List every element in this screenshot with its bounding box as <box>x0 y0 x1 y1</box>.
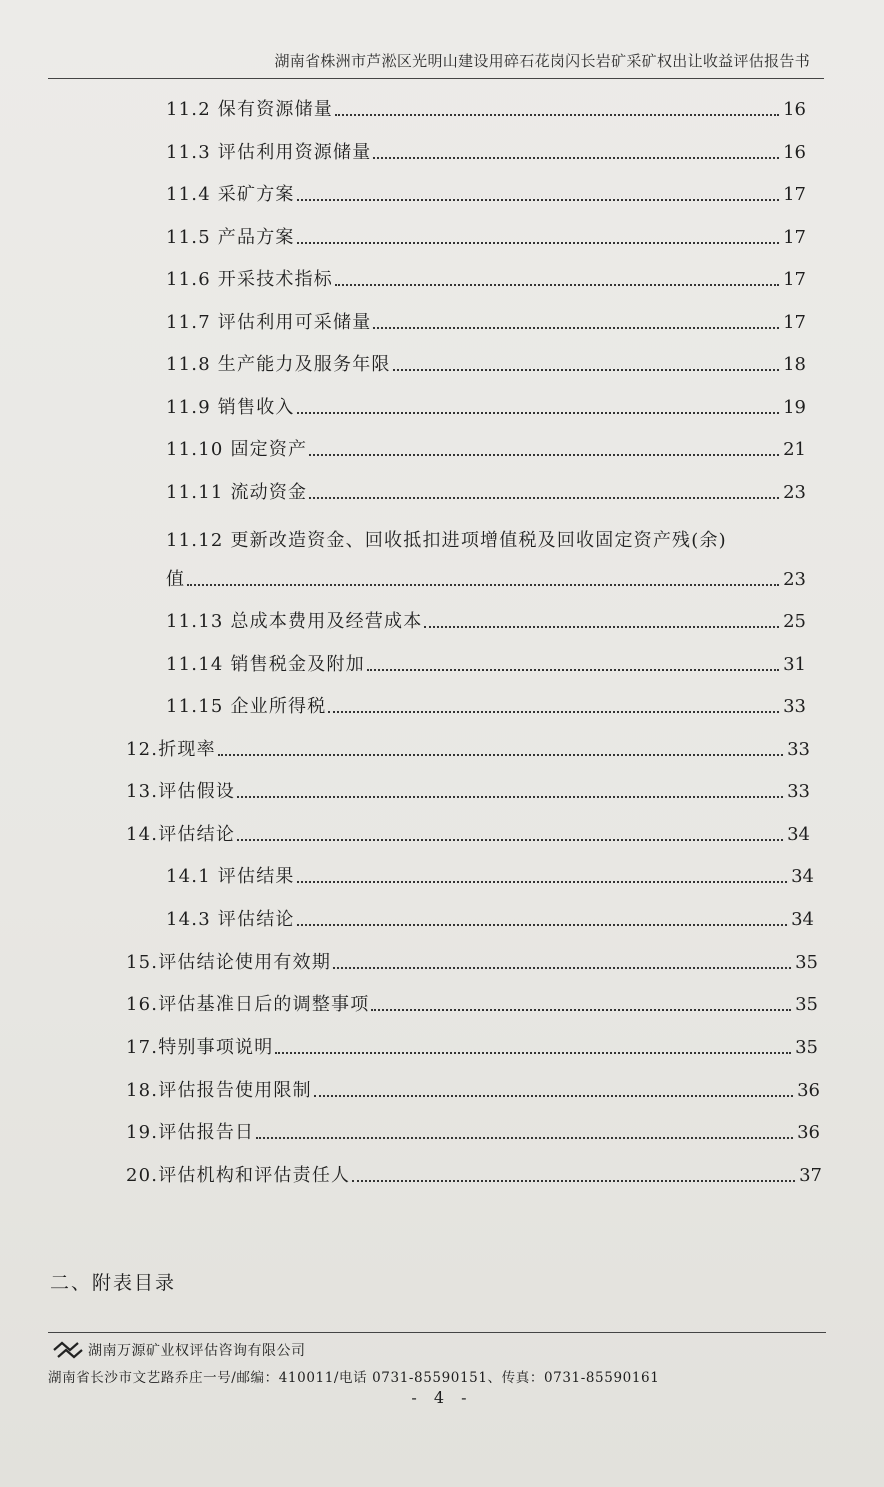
page-number: - 4 - <box>411 1388 473 1407</box>
toc-entry-label: 11.9 销售收入 <box>166 397 295 418</box>
toc-entry <box>166 866 814 888</box>
toc-entry-continuation-label: 11.12 更新改造资金、回收抵扣进项增值税及回收固定资产残(余) <box>166 530 727 551</box>
toc-entry-page: 33 <box>787 739 810 760</box>
toc-entry-label: 11.10 固定资产 <box>166 439 308 460</box>
toc-dot-leader <box>333 967 791 969</box>
toc-dot-leader <box>373 327 779 329</box>
toc-entry <box>166 397 806 419</box>
toc-entry-label: 11.8 生产能力及服务年限 <box>166 354 391 375</box>
toc-entry <box>166 312 806 334</box>
appendix-section-title: 二、附表目录 <box>50 1272 177 1294</box>
toc-entry-page: 37 <box>799 1165 822 1186</box>
toc-entry <box>166 354 806 376</box>
toc-entry <box>166 696 806 718</box>
toc-entry-label: 14.3 评估结论 <box>166 909 295 930</box>
toc-entry-page: 34 <box>791 909 814 930</box>
toc-entry <box>126 952 818 974</box>
toc-entry-label: 11.2 保有资源储量 <box>166 99 333 120</box>
toc-entry <box>166 909 814 931</box>
footer-company <box>52 1340 306 1360</box>
toc-dot-leader <box>256 1137 793 1139</box>
toc-entry <box>166 269 806 291</box>
toc-entry <box>166 99 806 121</box>
toc-entry-page: 35 <box>795 1037 818 1058</box>
toc-dot-leader <box>328 711 779 713</box>
toc-entry <box>166 184 806 206</box>
toc-dot-leader <box>424 626 779 628</box>
toc-entry-page: 36 <box>797 1122 820 1143</box>
toc-dot-leader <box>237 796 783 798</box>
toc-dot-leader <box>309 497 779 499</box>
toc-dot-leader <box>297 242 779 244</box>
toc-entry-page: 16 <box>783 99 806 120</box>
toc-entry-page: 34 <box>791 866 814 887</box>
toc-entry-page: 21 <box>783 439 806 460</box>
toc-entry-page: 33 <box>783 696 806 717</box>
toc-entry-page: 34 <box>787 824 810 845</box>
toc-entry-page: 17 <box>783 227 806 248</box>
toc-entry-page: 31 <box>783 654 806 675</box>
toc-entry-label: 19.评估报告日 <box>126 1122 255 1143</box>
toc-entry-page: 16 <box>783 142 806 163</box>
toc-entry-page: 36 <box>797 1080 820 1101</box>
toc-entry-label: 11.7 评估利用可采储量 <box>166 312 372 333</box>
toc-entry-label: 11.5 产品方案 <box>166 227 295 248</box>
toc-entry <box>126 994 818 1016</box>
toc-entry <box>126 781 810 803</box>
toc-entry <box>166 654 806 676</box>
toc-entry-label: 13.评估假设 <box>126 781 236 802</box>
toc-entry <box>166 611 806 633</box>
toc-entry-label: 值 <box>166 569 186 590</box>
toc-entry-label: 11.6 开采技术指标 <box>166 269 333 290</box>
toc-entry-label: 11.15 企业所得税 <box>166 696 327 717</box>
toc-dot-leader <box>309 454 779 456</box>
toc-entry-label: 11.14 销售税金及附加 <box>166 654 365 675</box>
toc-entry <box>166 227 806 249</box>
toc-dot-leader <box>218 754 783 756</box>
toc-dot-leader <box>393 369 779 371</box>
toc-entry <box>126 1122 820 1144</box>
toc-dot-leader <box>352 1180 795 1182</box>
toc-entry <box>166 142 806 164</box>
toc-entry <box>126 1080 820 1102</box>
footer-address: 湖南省长沙市文艺路乔庄一号/邮编：410011/电话 0731-85590151、传真：0731-85590161 <box>48 1370 660 1386</box>
toc-entry <box>126 1165 822 1187</box>
toc-dot-leader <box>367 669 779 671</box>
toc-entry-label: 15.评估结论使用有效期 <box>126 952 332 973</box>
toc-dot-leader <box>335 114 779 116</box>
toc-entry-label: 11.11 流动资金 <box>166 482 308 503</box>
toc-entry <box>126 739 810 761</box>
toc-entry <box>166 482 806 504</box>
toc-entry-page: 33 <box>787 781 810 802</box>
toc-dot-leader <box>187 584 779 586</box>
footer-company-name: 湖南万源矿业权评估咨询有限公司 <box>88 1343 306 1359</box>
toc-entry-page: 17 <box>783 269 806 290</box>
toc-dot-leader <box>371 1009 791 1011</box>
toc-entry-page: 23 <box>783 482 806 503</box>
toc-entry-page: 35 <box>795 952 818 973</box>
toc-entry <box>126 1037 818 1059</box>
toc-entry-page: 35 <box>795 994 818 1015</box>
toc-entry-label: 11.4 采矿方案 <box>166 184 295 205</box>
toc-entry <box>166 569 806 591</box>
toc-dot-leader <box>373 157 779 159</box>
toc-entry <box>126 824 810 846</box>
toc-entry-label: 14.1 评估结果 <box>166 866 295 887</box>
toc-entry-label: 12.折现率 <box>126 739 216 760</box>
toc-dot-leader <box>297 881 787 883</box>
toc-entry-label: 20.评估机构和评估责任人 <box>126 1165 351 1186</box>
toc-entry-label: 11.3 评估利用资源储量 <box>166 142 372 163</box>
toc-entry-page: 19 <box>783 397 806 418</box>
toc-entry-page: 17 <box>783 312 806 333</box>
toc-entry-page: 17 <box>783 184 806 205</box>
toc-dot-leader <box>335 284 779 286</box>
toc-entry-label: 18.评估报告使用限制 <box>126 1080 312 1101</box>
toc-dot-leader <box>297 412 779 414</box>
toc-entry-label: 16.评估基准日后的调整事项 <box>126 994 370 1015</box>
toc-entry-page: 18 <box>783 354 806 375</box>
toc-entry-page: 23 <box>783 569 806 590</box>
toc-entry-label: 17.特别事项说明 <box>126 1037 274 1058</box>
toc-dot-leader <box>237 839 783 841</box>
toc-entry-label: 14.评估结论 <box>126 824 236 845</box>
toc-dot-leader <box>297 199 779 201</box>
toc-dot-leader <box>297 924 787 926</box>
toc-entry <box>166 439 806 461</box>
toc-dot-leader <box>314 1095 793 1097</box>
toc-entry-page: 25 <box>783 611 806 632</box>
footer-divider <box>48 1332 826 1333</box>
report-header-title: 湖南省株洲市芦淞区光明山建设用碎石花岗闪长岩矿采矿权出让收益评估报告书 <box>274 52 810 70</box>
company-logo-icon <box>52 1341 86 1359</box>
toc-entry-label: 11.13 总成本费用及经营成本 <box>166 611 423 632</box>
toc-dot-leader <box>275 1052 791 1054</box>
